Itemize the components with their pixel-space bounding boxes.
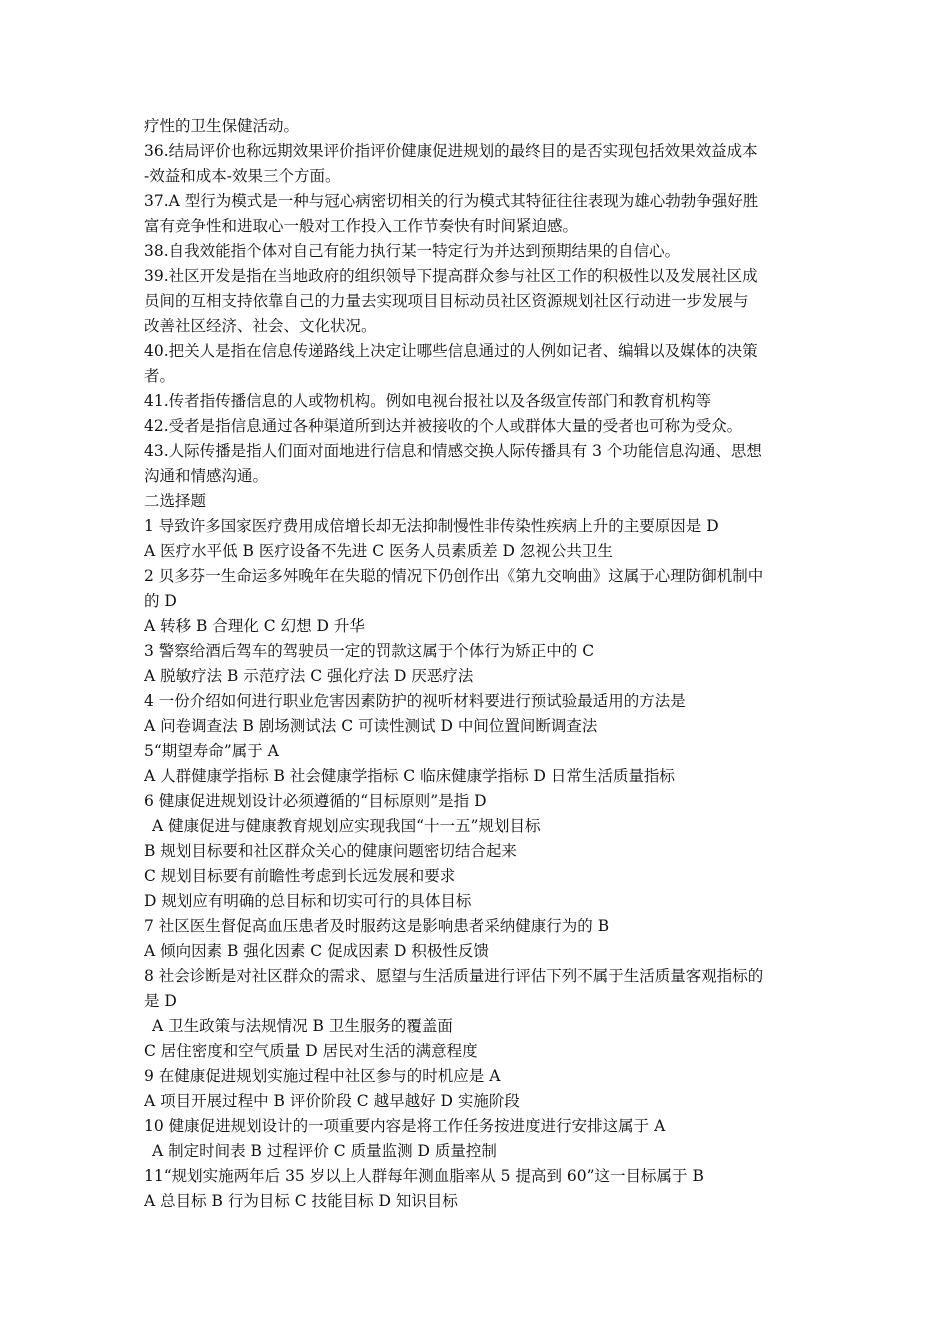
options-line: B 规划目标要和社区群众关心的健康问题密切结合起来 <box>144 842 517 860</box>
section-heading: 二选择题 <box>144 492 207 510</box>
text-line: 疗性的卫生保健活动。 <box>144 117 300 135</box>
question-line: 是 D <box>144 992 177 1010</box>
question-line: 9 在健康促进规划实施过程中社区参与的时机应是 A <box>144 1067 501 1085</box>
options-line: A 问卷调查法 B 剧场测试法 C 可读性测试 D 中间位置间断调查法 <box>144 717 598 735</box>
question-line: 8 社会诊断是对社区群众的需求、愿望与生活质量进行评估下列不属于生活质量客观指标的 <box>144 967 764 985</box>
options-line: A 项目开展过程中 B 评价阶段 C 越早越好 D 实施阶段 <box>144 1092 520 1110</box>
text-line: 42.受者是指信息通过各种渠道所到达并被接收的个人或群体大量的受者也可称为受众。 <box>144 417 743 435</box>
text-line: 41.传者指传播信息的人或物机构。例如电视台报社以及各级宣传部门和教育机构等 <box>144 392 712 410</box>
text-line: 40.把关人是指在信息传递路线上决定让哪些信息通过的人例如记者、编辑以及媒体的决策 <box>144 342 758 360</box>
question-line: 5“期望寿命”属于 A <box>144 742 279 760</box>
question-line: 10 健康促进规划设计的一项重要内容是将工作任务按进度进行安排这属于 A <box>144 1117 666 1135</box>
text-line: 者。 <box>144 367 176 385</box>
options-line: A 转移 B 合理化 C 幻想 D 升华 <box>144 617 365 635</box>
text-line: 36.结局评价也称远期效果评价指评价健康促进规划的最终目的是否实现包括效果效益成本 <box>144 142 758 160</box>
text-line: 改善社区经济、社会、文化状况。 <box>144 317 377 335</box>
options-line: C 居住密度和空气质量 D 居民对生活的满意程度 <box>144 1042 478 1060</box>
options-line: A 脱敏疗法 B 示范疗法 C 强化疗法 D 厌恶疗法 <box>144 667 474 685</box>
text-line: 39.社区开发是指在当地政府的组织领导下提高群众参与社区工作的积极性以及发展社区成 <box>144 267 758 285</box>
document-page <box>144 114 814 1214</box>
question-line: 1 导致许多国家医疗费用成倍增长却无法抑制慢性非传染性疾病上升的主要原因是 D <box>144 517 719 535</box>
text-line: 员间的互相支持依靠自己的力量去实现项目目标动员社区资源规划社区行动进一步发展与 <box>144 292 749 310</box>
text-line: 沟通和情感沟通。 <box>144 467 269 485</box>
options-line: A 总目标 B 行为目标 C 技能目标 D 知识目标 <box>144 1192 458 1210</box>
options-line: A 健康促进与健康教育规划应实现我国“十一五”规划目标 <box>152 817 541 835</box>
question-line: 11“规划实施两年后 35 岁以上人群每年测血脂率从 5 提高到 60”这一目标属于 B <box>144 1167 704 1185</box>
options-line: A 卫生政策与法规情况 B 卫生服务的覆盖面 <box>152 1017 453 1035</box>
question-line: 7 社区医生督促高血压患者及时服药这是影响患者采纳健康行为的 B <box>144 917 610 935</box>
text-line: 37.A 型行为模式是一种与冠心病密切相关的行为模式其特征往往表现为雄心勃勃争强好胜 <box>144 192 759 210</box>
question-line: 的 D <box>144 592 177 610</box>
text-line: 富有竞争性和进取心一般对工作投入工作节奏快有时间紧迫感。 <box>144 217 579 235</box>
text-line: 43.人际传播是指人们面对面地进行信息和情感交换人际传播具有 3 个功能信息沟通、思想 <box>144 442 762 460</box>
question-line: 6 健康促进规划设计必须遵循的“目标原则”是指 D <box>144 792 487 810</box>
text-line: 38.自我效能指个体对自己有能力执行某一特定行为并达到预期结果的自信心。 <box>144 242 681 260</box>
options-line: A 制定时间表 B 过程评价 C 质量监测 D 质量控制 <box>152 1142 497 1160</box>
options-line: C 规划目标要有前瞻性考虑到长远发展和要求 <box>144 867 456 885</box>
text-line: -效益和成本-效果三个方面。 <box>144 167 341 185</box>
question-line: 3 警察给酒后驾车的驾驶员一定的罚款这属于个体行为矫正中的 C <box>144 642 595 660</box>
options-line: A 人群健康学指标 B 社会健康学指标 C 临床健康学指标 D 日常生活质量指标 <box>144 767 675 785</box>
options-line: A 医疗水平低 B 医疗设备不先进 C 医务人员素质差 D 忽视公共卫生 <box>144 542 613 560</box>
options-line: D 规划应有明确的总目标和切实可行的具体目标 <box>144 892 472 910</box>
options-line: A 倾向因素 B 强化因素 C 促成因素 D 积极性反馈 <box>144 942 489 960</box>
question-line: 4 一份介绍如何进行职业危害因素防护的视听材料要进行预试验最适用的方法是 <box>144 692 686 710</box>
question-line: 2 贝多芬一生命运多舛晚年在失聪的情况下仍创作出《第九交响曲》这属于心理防御机制中 <box>144 567 764 585</box>
